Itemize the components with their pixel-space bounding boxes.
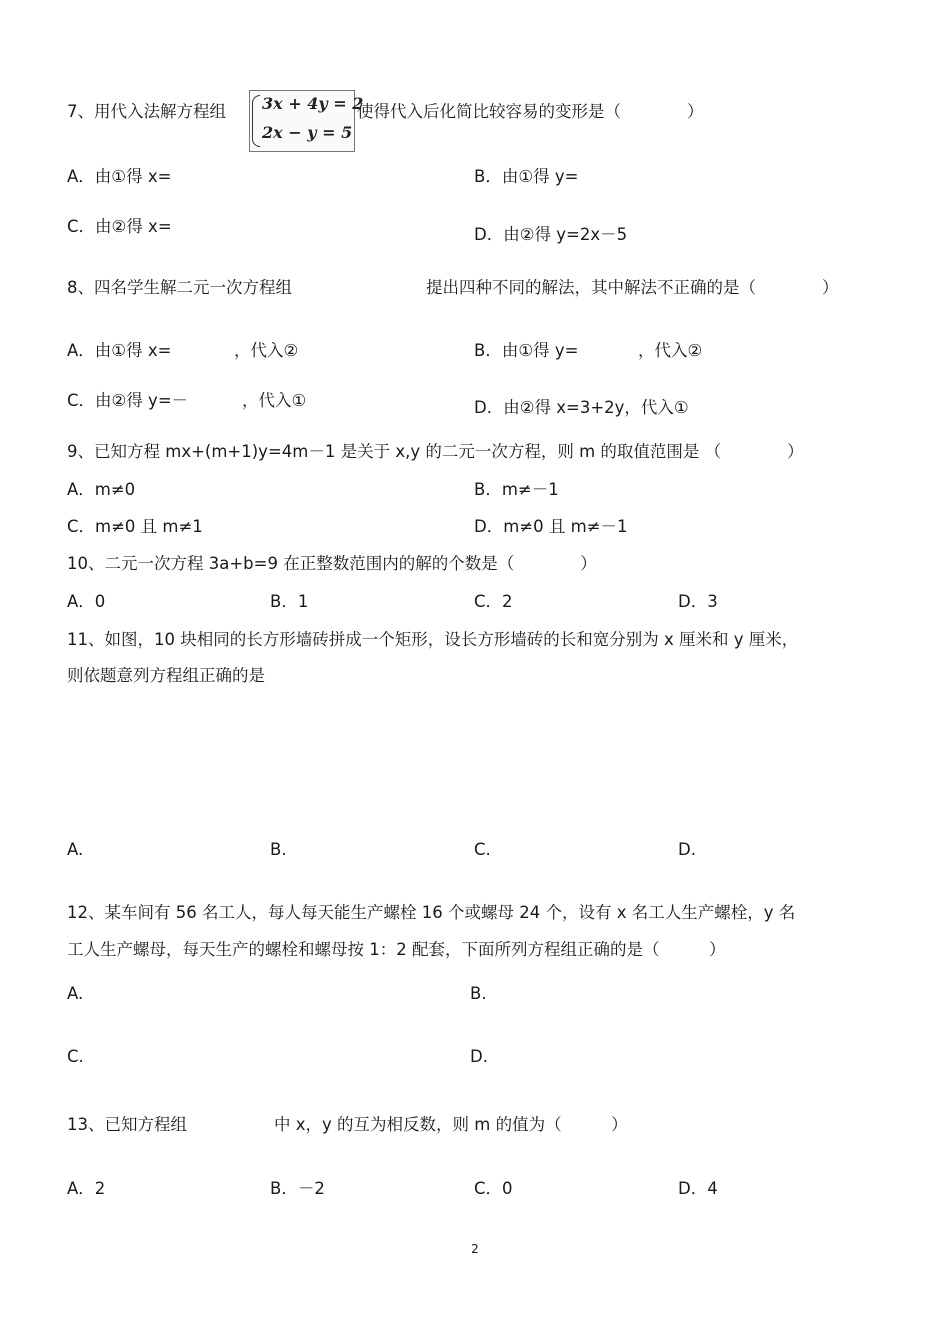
q12-stem-line-1: 12、某车间有 56 名工人，每人每天能生产螺栓 16 个或螺母 24 个，设有 x 名工人生产螺栓，y 名 bbox=[67, 903, 796, 922]
page-number: 2 bbox=[471, 1242, 479, 1256]
q7-option-d: D．由②得 y=2x－5 bbox=[474, 225, 628, 244]
q9-option-c: C．m≠0 且 m≠1 bbox=[67, 517, 203, 536]
q11-stem-line-2: 则依题意列方程组正确的是 bbox=[67, 666, 265, 685]
q13-option-a: A．2 bbox=[67, 1179, 106, 1198]
q13-option-b: B．－2 bbox=[270, 1179, 325, 1198]
q8-option-b-1: B．由①得 y= bbox=[474, 341, 579, 360]
q12-option-d: D. bbox=[470, 1047, 488, 1066]
q9-option-a: A．m≠0 bbox=[67, 480, 136, 499]
q10-stem: 10、二元一次方程 3a+b=9 在正整数范围内的解的个数是（ ） bbox=[67, 554, 597, 573]
q13-option-c: C．0 bbox=[474, 1179, 513, 1198]
q13-option-d: D．4 bbox=[678, 1179, 718, 1198]
q10-option-b: B．1 bbox=[270, 592, 309, 611]
q12-option-b: B. bbox=[470, 984, 487, 1003]
q9-stem: 9、已知方程 mx+(m+1)y=4m－1 是关于 x,y 的二元一次方程，则 m 的取值范围是 （ ） bbox=[67, 442, 804, 461]
q8-option-c-1: C．由②得 y=－ bbox=[67, 391, 189, 410]
q11-option-a: A. bbox=[67, 840, 84, 859]
q9-option-b: B．m≠－1 bbox=[474, 480, 559, 499]
q8-option-c-2: ，代入① bbox=[242, 391, 307, 410]
q8-option-d: D．由②得 x=3+2y，代入① bbox=[474, 398, 689, 417]
q8-option-a-1: A．由①得 x= bbox=[67, 341, 172, 360]
q11-option-c: C. bbox=[474, 840, 491, 859]
q13-stem-end: 中 x，y 的互为相反数，则 m 的值为（ ） bbox=[274, 1115, 628, 1134]
q13-stem-start: 13、已知方程组 bbox=[67, 1115, 187, 1134]
q8-stem-end: 提出四种不同的解法，其中解法不正确的是（ ） bbox=[426, 278, 839, 297]
q7-equation-1: 3x + 4y = 2 bbox=[262, 94, 364, 113]
brace-icon bbox=[252, 95, 260, 147]
q11-option-d: D. bbox=[678, 840, 696, 859]
q7-equation-system-image bbox=[249, 90, 364, 152]
q7-stem-start: 7、用代入法解方程组 bbox=[67, 102, 226, 121]
q12-option-c: C. bbox=[67, 1047, 84, 1066]
q8-stem-start: 8、四名学生解二元一次方程组 bbox=[67, 278, 292, 297]
q9-option-d: D．m≠0 且 m≠－1 bbox=[474, 517, 628, 536]
q7-equation-2: 2x − y = 5 bbox=[262, 123, 353, 142]
q10-option-a: A．0 bbox=[67, 592, 106, 611]
q7-stem-end: 使得代入后化简比较容易的变形是（ ） bbox=[357, 102, 704, 121]
q10-option-d: D．3 bbox=[678, 592, 718, 611]
q8-option-a-2: ，代入② bbox=[234, 341, 299, 360]
q12-option-a: A. bbox=[67, 984, 84, 1003]
q7-option-c: C．由②得 x= bbox=[67, 217, 172, 236]
q12-stem-line-2: 工人生产螺母，每天生产的螺栓和螺母按 1：2 配套，下面所列方程组正确的是（ ） bbox=[67, 940, 726, 959]
q7-option-a: A．由①得 x= bbox=[67, 167, 172, 186]
q10-option-c: C．2 bbox=[474, 592, 513, 611]
q11-option-b: B. bbox=[270, 840, 287, 859]
q7-option-b: B．由①得 y= bbox=[474, 167, 579, 186]
q11-stem-line-1: 11、如图，10 块相同的长方形墙砖拼成一个矩形，设长方形墙砖的长和宽分别为 x 厘米和 y 厘米， bbox=[67, 630, 799, 649]
q8-option-b-2: ，代入② bbox=[638, 341, 703, 360]
